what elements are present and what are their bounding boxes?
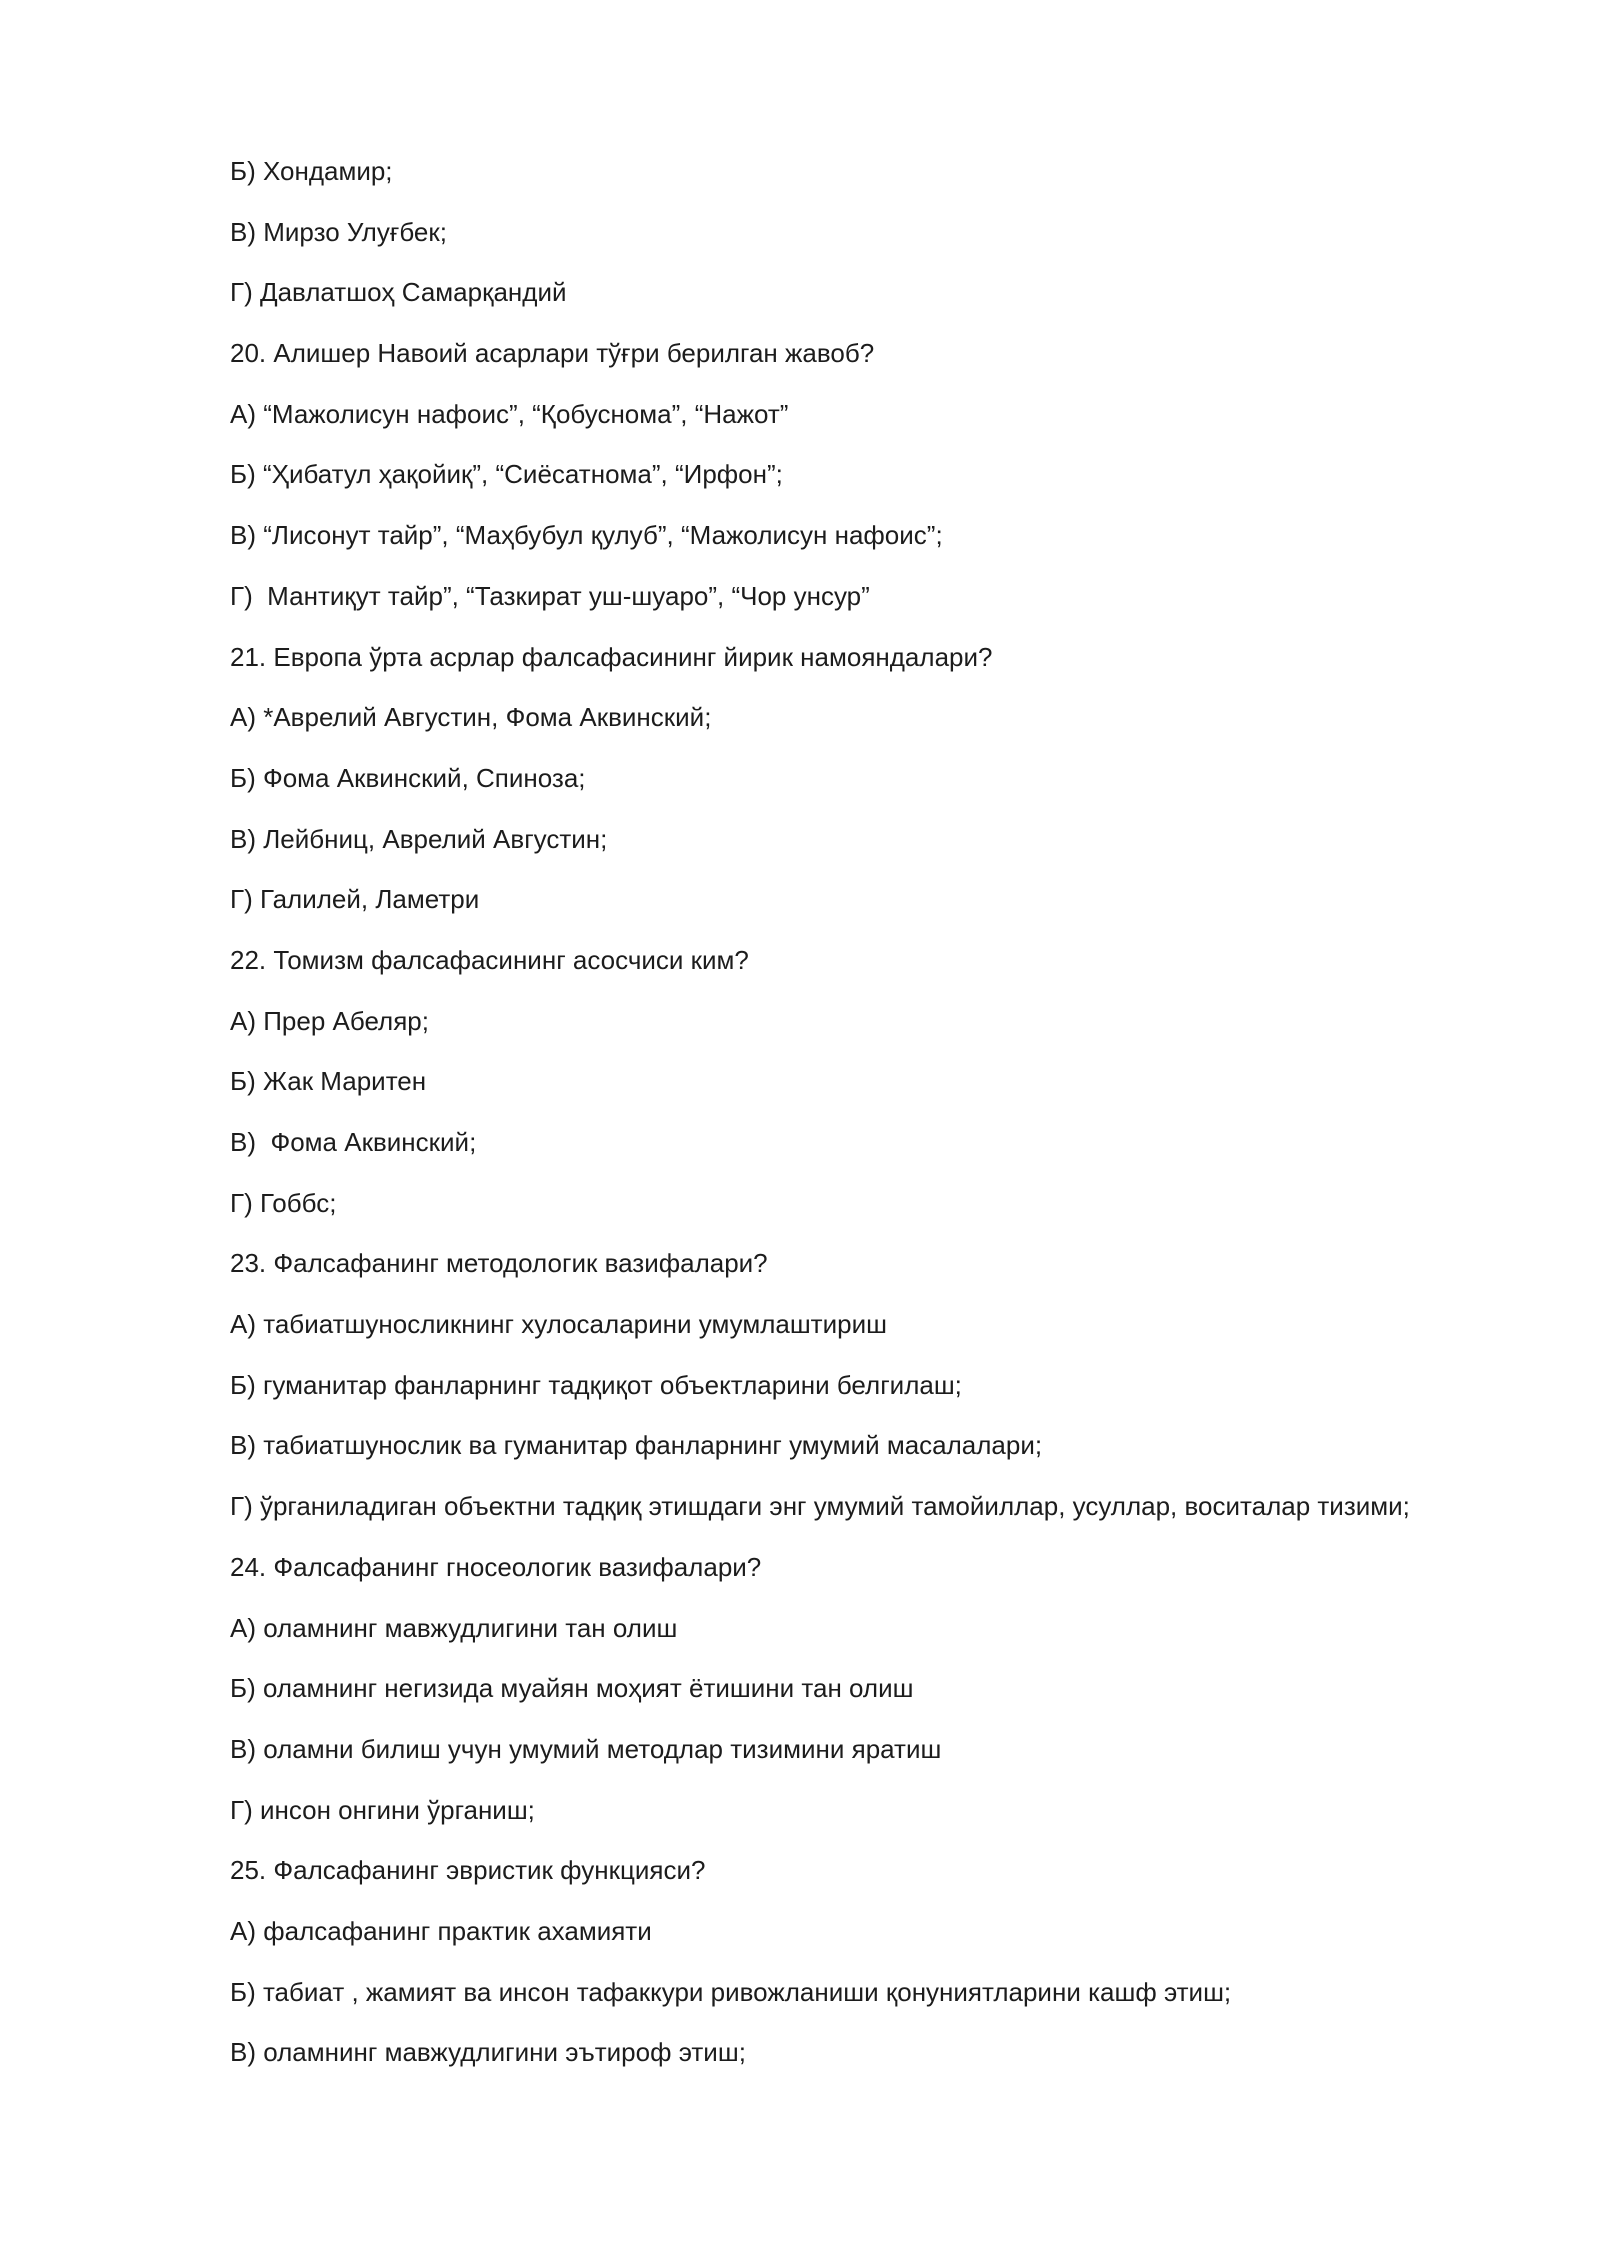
answer-option: В) “Лисонут тайр”, “Маҳбубул қулуб”, “Мажолисун нафоис”; <box>230 520 943 551</box>
document-text <box>230 153 1570 2095</box>
answer-option: Б) оламнинг негизида муайян моҳият ётишини тан олиш <box>230 1673 914 1704</box>
answer-option: В) оламни билиш учун умумий методлар тизимини яратиш <box>230 1733 942 1764</box>
question-line: 22. Томизм фалсафасининг асосчиси ким? <box>230 944 749 975</box>
answer-option: Г) инсон онгини ўрганиш; <box>230 1794 535 1825</box>
text-line: В) Мирзо Улуғбек; <box>230 216 447 247</box>
answer-option: А) Прер Абеляр; <box>230 1005 429 1036</box>
answer-option: А) *Аврелий Августин, Фома Аквинский; <box>230 702 712 733</box>
answer-option: В) Лейбниц, Аврелий Августин; <box>230 823 608 854</box>
answer-option: Г) Мантиқут тайр”, “Тазкират уш-шуаро”, “Чор унсур” <box>230 580 870 611</box>
answer-option: В) табиатшунослик ва гуманитар фанларнинг умумий масалалари; <box>230 1430 1043 1461</box>
question-line: 20. Алишер Навоий асарлари тўғри берилган жавоб? <box>230 338 875 369</box>
question-line: 25. Фалсафанинг эвристик функцияси? <box>230 1855 706 1886</box>
answer-option: Б) гуманитар фанларнинг тадқиқот объектларини белгилаш; <box>230 1369 962 1400</box>
question-line: 24. Фалсафанинг гносеологик вазифалари? <box>230 1551 762 1582</box>
question-line: 21. Европа ўрта асрлар фалсафасининг йирик намояндалари? <box>230 641 993 672</box>
answer-option: А) фалсафанинг практик ахамияти <box>230 1915 652 1946</box>
answer-option: А) оламнинг мавжудлигини тан олиш <box>230 1612 678 1643</box>
answer-option: Б) табиат , жамият ва инсон тафаккури ривожланиши қонуниятларини кашф этиш; <box>230 1976 1232 2007</box>
text-line: Б) Хондамир; <box>230 156 393 186</box>
answer-option: Г) ўрганиладиган объектни тадқиқ этишдаги энг умумий тамойиллар, усуллар, воситалар тизими; <box>230 1491 1410 1522</box>
answer-option: Б) Жак Маритен <box>230 1066 427 1097</box>
answer-option: В) Фома Аквинский; <box>230 1127 477 1157</box>
answer-option: Б) Фома Аквинский, Спиноза; <box>230 762 586 793</box>
answer-option: Г) Гоббс; <box>230 1187 337 1218</box>
answer-option: А) “Мажолисун нафоис”, “Қобуснома”, “Нажот” <box>230 398 789 429</box>
answer-option: А) табиатшуносликнинг хулосаларини умумлаштириш <box>230 1309 887 1340</box>
answer-option: Г) Галилей, Ламетри <box>230 884 480 915</box>
question-line: 23. Фалсафанинг методологик вазифалари? <box>230 1248 768 1279</box>
answer-option: В) оламнинг мавжудлигини эътироф этиш; <box>230 2037 746 2068</box>
answer-option: Б) “Ҳибатул ҳақойиқ”, “Сиёсатнома”, “Ирфон”; <box>230 459 783 490</box>
text-line: Г) Давлатшоҳ Самарқандий <box>230 277 567 308</box>
